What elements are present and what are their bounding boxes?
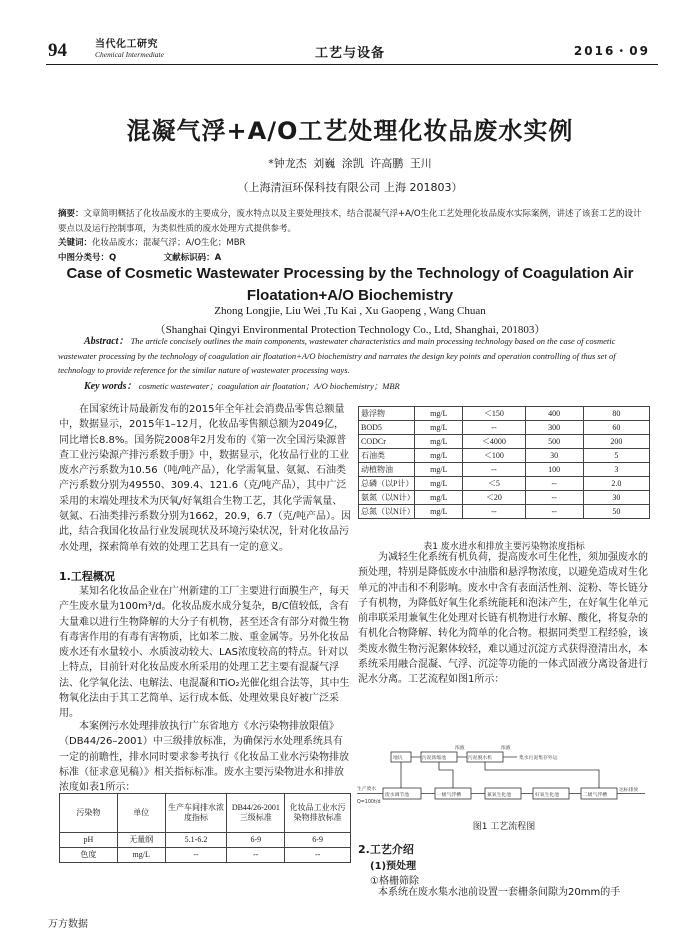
section-title: 工艺与设备 xyxy=(314,46,385,61)
item-screening: ①格栅筛除 xyxy=(370,876,419,887)
table-cell: -- xyxy=(525,491,583,505)
table-cell: mg/L xyxy=(415,505,463,519)
classification-line xyxy=(58,251,648,263)
table-cell: -- xyxy=(463,505,525,519)
section-1-heading: 1.工程概况 xyxy=(59,570,115,583)
table-cell: -- xyxy=(285,848,351,863)
table-cell: mg/L xyxy=(415,491,463,505)
section-2-heading: 2.工艺介绍 xyxy=(358,843,414,856)
doc-code-label: 文献标识码： xyxy=(163,253,215,263)
doc-code-value: A xyxy=(214,253,222,263)
table-header-cell: DB44/26-2001三级标准 xyxy=(227,794,285,833)
table-cell: mg/L xyxy=(415,435,463,449)
table-row xyxy=(359,407,650,421)
table-row xyxy=(60,833,351,848)
table-cell: -- xyxy=(525,505,583,519)
table-cell: ＜150 xyxy=(463,407,525,421)
table-cell: pH xyxy=(60,833,118,848)
table-1-body xyxy=(358,406,650,519)
section-1-paragraph-2: 本案例污水处理排放执行广东省地方《水污染物排放限值》（DB44/26–2001）中三级排放标准，为确保污水处理系统具有一定的前瞻性，排水同时要求参考执行《化妆品工业水污染物排放标准（征求意见稿）》相关指标标准。废水主要污染物进水和排放浓度如表1所示： xyxy=(59,721,349,794)
article-title-cn: 混凝气浮+A/O工艺处理化妆品废水实例 xyxy=(126,117,574,145)
flow-label-anoxic: 兼氧生化池 xyxy=(487,793,511,798)
keywords-cn-label: 关键词： xyxy=(58,238,93,248)
clc-label: 中图分类号： xyxy=(58,253,110,263)
table-cell: CODCr xyxy=(359,435,415,449)
keywords-cn-text: 化妆品废水；混凝气浮；A/O生化；MBR xyxy=(92,238,246,248)
table-cell: 氨氮（以N计） xyxy=(359,491,415,505)
flow-label-aerobic: 好氧生化池 xyxy=(535,793,559,798)
table-cell: mg/L xyxy=(117,848,165,863)
journal-name-cn: 当代化工研究 xyxy=(95,39,158,50)
flow-label-regulating: 废水调节池 xyxy=(385,793,409,798)
table-cell: ＜100 xyxy=(463,449,525,463)
flow-label-flotation-2: 二级气浮槽 xyxy=(583,793,607,798)
table-1-head xyxy=(59,793,351,863)
table-cell: -- xyxy=(463,463,525,477)
header-rule xyxy=(46,64,658,65)
page-number: 94 xyxy=(48,40,67,61)
table-cell: -- xyxy=(165,848,227,863)
table-cell: 60 xyxy=(583,421,649,435)
table-cell: mg/L xyxy=(415,463,463,477)
keywords-cn xyxy=(58,236,648,248)
table-cell: mg/L xyxy=(415,477,463,491)
table-header-cell: 污染物 xyxy=(60,794,118,833)
table-cell: mg/L xyxy=(415,421,463,435)
table-cell: 200 xyxy=(583,435,649,449)
table-cell: ＜4000 xyxy=(463,435,525,449)
flow-label-flotation-1: 一级气浮槽 xyxy=(437,793,461,798)
article-title-en xyxy=(0,263,700,307)
table-cell: 30 xyxy=(583,491,649,505)
table-row xyxy=(359,491,650,505)
section-1-paragraph-1: 某知名化妆品企业在广州新建的工厂主要进行面膜生产，每天产生废水量为100m³/d。化妆品废水成分复杂，B/C值较低，含有大量难以进行生物降解的大分子有机物，甚至还含有部分对微生物有毒害作用的有毒有害物质，比如苯二胺、重金属等。另外化妆品废水还有水量较小、水质波动较大、LAS浓度较高的特点。针对以上特点，目前针对化妆品废水所采用的处理工艺主要有混凝气浮法、化学氧化法、电解法、电混凝和TiO₂光催化组合法等，其中生物氧化法由于其工艺简单、运行成本低、处理效果良好被广泛采用。 xyxy=(59,586,350,720)
table-cell: -- xyxy=(463,421,525,435)
clc-value: Q xyxy=(109,253,117,263)
table-cell: 6-9 xyxy=(227,833,285,848)
table-cell: 50 xyxy=(583,505,649,519)
table-row xyxy=(60,848,351,863)
abstract-cn-text: 文章简明概括了化妆品废水的主要成分，废水特点以及主要处理技术，结合混凝气浮+A/O生化工艺处理化妆品废水实际案例，讲述了该套工艺的设计要点以及运行控制事项，为类似性质的废水处理方式提供参考。 xyxy=(58,209,642,234)
table-row xyxy=(359,421,650,435)
authors-en: Zhong Longjie, Liu Wei ,Tu Kai , Xu Gaopeng , Wang Chuan xyxy=(214,305,486,317)
article-title-en-line2: Floatation+A/O Biochemistry xyxy=(246,287,454,304)
table-cell: 石油类 xyxy=(359,449,415,463)
footer-brand: 万方数据 xyxy=(48,919,88,930)
table-row xyxy=(359,449,650,463)
flow-label-pit: 地坑 xyxy=(393,756,403,761)
flow-label-dewater: 污泥脱水机 xyxy=(468,756,492,761)
table-header-cell: 化妆品工业水污染物排放标准 xyxy=(285,794,351,833)
table-cell: 80 xyxy=(583,407,649,421)
table-cell: 无量纲 xyxy=(117,833,165,848)
keywords-en-text: cosmetic wastewater；coagulation air floatation；A/O biochemistry；MBR xyxy=(138,381,400,391)
table-cell: 悬浮物 xyxy=(359,407,415,421)
abstract-cn xyxy=(58,207,648,236)
issue-date: 2016・09 xyxy=(573,44,650,58)
abstract-en-text: The article concisely outlines the main components, wastewater characteristics and main processing technology based on the case of cosmetic wastewater processing by the technology of coagulation air floatation+A/O biochemistry and narrates the design key points and operation controlling of thus set of technology to provide reference for the similar nature of wastewater processing ways. xyxy=(58,336,616,375)
flow-label-concentrate-2: 浓液 xyxy=(501,746,511,751)
table-cell: 总磷（以P计） xyxy=(359,477,415,491)
flow-label-thickener: 污泥浓缩池 xyxy=(422,756,446,761)
table-cell: 400 xyxy=(525,407,583,421)
table-row xyxy=(359,477,650,491)
table-cell: -- xyxy=(525,477,583,491)
authors-cn: *钟龙杰 刘巍 涂凯 许高鹏 王川 xyxy=(268,157,432,170)
flow-label-concentrate-1: 浓液 xyxy=(455,746,465,751)
table-cell: 100 xyxy=(525,463,583,477)
table-header-cell: 生产车间排水浓度指标 xyxy=(165,794,227,833)
table-cell: BOD5 xyxy=(359,421,415,435)
flow-return-line xyxy=(439,762,599,788)
table-row xyxy=(359,435,650,449)
table-cell: 500 xyxy=(525,435,583,449)
table-cell: 5 xyxy=(583,449,649,463)
table-cell: ＜20 xyxy=(463,491,525,505)
table-cell: ＜5 xyxy=(463,477,525,491)
table-cell: 总氮（以N计） xyxy=(359,505,415,519)
intro-paragraph: 在国家统计局最新发布的2015年全年社会消费品零售总额量中，数据显示，2015年1–12月，化妆品零售额总额为2049亿，同比增长8.8%。国务院2008年2月发布的《第一次全国污染源普查工业污染源产排污系数手册》中，数据显示，化妆品行业的工业废水产污系数为10.56（吨/吨产品），化学需氧量、氨氮、石油类产污系数分别为49550、309.4、121.6（克/吨产品），其中广泛采用的末端处理技术为厌氧/好氧组合生物工艺，其化学需氧量、氨氮、石油类排污系数分别为1662，20.9，6.7（克/吨产品）。因此，结合我国化妆品行业发展现状及环境污染状况，针对化妆品污水处理，探索简单有效的处理工艺具有一定的意义。 xyxy=(59,404,351,553)
abstract-cn-label: 摘要： xyxy=(58,209,84,219)
subsection-pretreatment: (1)预处理 xyxy=(370,861,417,872)
table-header-row xyxy=(60,794,351,833)
affiliation-en: （Shanghai Qingyi Environmental Protection Technology Co., Ltd, Shanghai, 201803） xyxy=(154,324,546,336)
table-cell: 30 xyxy=(525,449,583,463)
process-flow-diagram xyxy=(355,740,650,810)
affiliation-cn: （上海清洹环保科技有限公司 上海 201803） xyxy=(237,181,463,194)
table-cell: -- xyxy=(227,848,285,863)
flow-label-rate: Q=100t/d xyxy=(357,800,381,805)
flow-label-sludge-out: 集水污泥集存外运 xyxy=(519,756,558,761)
journal-name-en: Chemical Intermediate xyxy=(95,49,164,59)
table-cell: 3 xyxy=(583,463,649,477)
table-header-cell: 单位 xyxy=(117,794,165,833)
table-row xyxy=(359,463,650,477)
table-cell: 动植物油 xyxy=(359,463,415,477)
abstract-en-label: Abstract xyxy=(84,336,119,347)
table-cell: mg/L xyxy=(415,449,463,463)
table-cell: 300 xyxy=(525,421,583,435)
table-1-caption: 表1 废水进水和排放主要污染物浓度指标 xyxy=(423,542,585,552)
table-row xyxy=(359,505,650,519)
keywords-en: Key words： cosmetic wastewater；coagulation air floatation；A/O biochemistry；MBR xyxy=(84,381,400,392)
keywords-en-label: Key words xyxy=(84,381,127,392)
flow-label-inflow: 生产废水 xyxy=(357,787,377,792)
table-cell: 6-9 xyxy=(285,833,351,848)
screening-paragraph: 本系统在废水集水池前设置一套栅条间隙为20mm的手 xyxy=(378,887,621,898)
article-title-en-line1: Case of Cosmetic Wastewater Processing by the Technology of Coagulation Air xyxy=(66,265,634,282)
figure-1-caption: 图1 工艺流程图 xyxy=(472,822,536,832)
table-cell: mg/L xyxy=(415,407,463,421)
abstract-en: Abstract： The article concisely outlines the main components, wastewater characteristics and main processing technology based on the case of cosmetic wastewater processing by the technology of coagulation air floatation+A/O biochemistry and narrates the design key points and operation controlling of thus set of technology to provide reference for the similar nature of wastewater processing ways. xyxy=(58,336,616,375)
table-cell: 色度 xyxy=(60,848,118,863)
table-cell: 2.0 xyxy=(583,477,649,491)
flow-label-outflow: 达标排放 xyxy=(619,788,639,793)
process-paragraph: 为减轻生化系统有机负荷，提高废水可生化性，须加强废水的预处理，特别是降低废水中油脂和悬浮物浓度，以避免造成对生化单元的冲击和不利影响。废水中含有表面活性剂、淀粉、等长链分子有机物，为降低好氧生化系统能耗和泡沫产生，在好氧生化单元前串联采用兼氧生化处理对长链有机物进行水解、酸化，将复杂的有机化合物降解、转化为简单的化合物。根据同类型工程经验，该类废水微生物污泥絮体较轻，难以通过沉淀方式获得澄清出水，本系统采用融合混凝、气浮、沉淀等功能的一体式固液分离设备进行泥水分离。工艺流程如图1所示： xyxy=(358,552,648,686)
table-cell: 5.1-6.2 xyxy=(165,833,227,848)
